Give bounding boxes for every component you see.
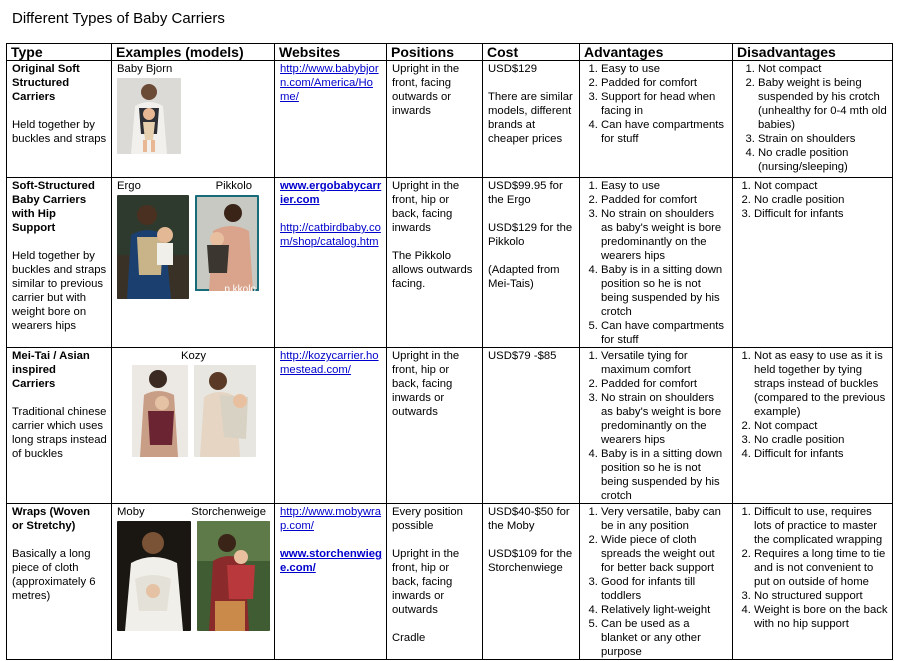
list-item: 3. Strain on shoulders — [758, 132, 888, 146]
col-header-examples: Examples (models) — [112, 44, 275, 61]
carrier-photo — [117, 521, 191, 631]
cost-cell — [483, 178, 580, 348]
example-label: Kozy — [180, 350, 207, 362]
example-label: Pikkolo — [215, 180, 252, 192]
list-item: 3. No cradle position — [754, 433, 888, 447]
websites-cell — [275, 348, 387, 504]
list-item: 4. No cradle position (nursing/sleeping) — [758, 146, 888, 174]
type-description: Held together by buckles and straps similar to previous carrier but with weight bore on wearers hips — [12, 250, 107, 332]
website-link[interactable]: http://www.mobywrap.com/ — [280, 506, 382, 532]
cost-cell — [483, 61, 580, 178]
example-label: Moby — [117, 506, 145, 518]
list-item: 1. Not compact — [758, 62, 888, 76]
list-item: 4. Can have compartments for stuff — [601, 118, 728, 146]
cost-value: USD$99.95 for the Ergo — [488, 180, 563, 206]
carrier-photo — [197, 521, 271, 631]
list-item: 1. Difficult to use, requires lots of practice to master the complicated wrapping — [754, 505, 888, 547]
list-item: 3. No strain on shoulders as baby's weight is bore predominantly on the wearers hips — [601, 207, 728, 263]
list-item: 3. No structured support — [754, 589, 888, 603]
list-item: 3. Support for head when facing in — [601, 90, 728, 118]
example-label: Baby Bjorn — [117, 63, 173, 75]
positions-note: The Pikkolo allows outwards facing. — [392, 250, 473, 290]
example-label: Storchenweige — [191, 506, 266, 518]
website-link[interactable]: www.storchenwiege.com/ — [280, 548, 382, 574]
cost-note: (Adapted from Mei-Tais) — [488, 264, 560, 290]
websites-cell — [275, 61, 387, 178]
table-row — [7, 348, 893, 504]
list-item: 4. Difficult for infants — [754, 447, 888, 461]
col-header-cost: Cost — [483, 44, 580, 61]
disadvantages-cell — [733, 504, 893, 660]
carrier-photo — [117, 78, 181, 154]
websites-cell — [275, 504, 387, 660]
list-item: 1. Very versatile, baby can be in any position — [601, 505, 728, 533]
list-item: 1. Easy to use — [601, 62, 728, 76]
advantages-cell — [580, 504, 733, 660]
col-header-disadvantages: Disadvantages — [733, 44, 893, 61]
list-item: 4. Baby is in a sitting down position so he is not being suspended by his crotch — [601, 263, 728, 319]
example-label: Ergo — [117, 180, 141, 192]
list-item: 2. Requires a long time to tie and is not convenient to put on outside of home — [754, 547, 888, 589]
list-item: 1. Not compact — [754, 179, 888, 193]
list-item: 2. Not compact — [754, 419, 888, 433]
list-item: 5. Can have compartments for stuff — [601, 319, 728, 347]
header-row — [7, 44, 893, 61]
table-row — [7, 61, 893, 178]
carrier-photo — [195, 195, 259, 299]
type-description: Basically a long piece of cloth (approximately 6 metres) — [12, 548, 96, 602]
disadvantages-list — [738, 62, 888, 174]
type-description: Traditional chinese carrier which uses long straps instead of buckles — [12, 406, 107, 460]
type-name: Soft-Structured Baby Carriers with Hip Support — [12, 180, 95, 234]
cost-cell — [483, 504, 580, 660]
positions-cell: Upright in the front, hip or back, facing inwards or outwards — [387, 348, 483, 504]
type-name: Wraps (Woven or Stretchy) — [12, 506, 91, 532]
carrier-photo — [194, 365, 256, 457]
photo-watermark: p kkolo — [224, 284, 256, 295]
disadvantages-list — [738, 505, 888, 631]
disadvantages-cell — [733, 61, 893, 178]
type-cell — [7, 504, 112, 660]
website-link[interactable]: http://www.babybjorn.com/America/Home/ — [280, 63, 379, 103]
cost-value: USD$40-$50 for the Moby — [488, 506, 570, 532]
list-item: 3. Difficult for infants — [754, 207, 888, 221]
list-item: 2. Padded for comfort — [601, 193, 728, 207]
advantages-cell — [580, 178, 733, 348]
positions-cell: Upright in the front, hip or back, facing inwards The Pikkolo allows outwards facing. — [387, 178, 483, 348]
carrier-photo — [117, 195, 189, 299]
disadvantages-list — [738, 179, 888, 221]
positions-cell: Upright in the front, facing outwards or inwards — [387, 61, 483, 178]
list-item: 3. No strain on shoulders as baby's weight is bore predominantly on the wearers hips — [601, 391, 728, 447]
website-link[interactable]: http://catbirdbaby.com/shop/catalog.htm — [280, 222, 381, 248]
type-name: Original Soft Structured Carriers — [12, 63, 80, 103]
disadvantages-list — [738, 349, 888, 461]
cost-cell: USD$79 -$85 — [483, 348, 580, 504]
list-item: 2. Wide piece of cloth spreads the weight out for better back support — [601, 533, 728, 575]
list-item: 1. Easy to use — [601, 179, 728, 193]
type-cell — [7, 348, 112, 504]
website-link[interactable]: www.ergobabycarrier.com — [280, 180, 382, 206]
table-row — [7, 178, 893, 348]
col-header-advantages: Advantages — [580, 44, 733, 61]
list-item: 2. No cradle position — [754, 193, 888, 207]
list-item: 2. Padded for comfort — [601, 76, 728, 90]
advantages-list — [585, 505, 728, 659]
cost-note: USD$109 for the Storchenwiege — [488, 548, 573, 574]
list-item: 4. Relatively light-weight — [601, 603, 728, 617]
examples-cell — [112, 504, 275, 660]
type-description: Held together by buckles and straps — [12, 119, 107, 145]
websites-cell — [275, 178, 387, 348]
list-item: 5. Can be used as a blanket or any other purpose — [601, 617, 728, 659]
col-header-type: Type — [7, 44, 112, 61]
list-item: 2. Padded for comfort — [601, 377, 728, 391]
advantages-cell — [580, 348, 733, 504]
positions-note: Upright in the front, hip or back, facing inwards or outwards — [392, 548, 460, 616]
list-item: 2. Baby weight is being suspended by his crotch (unhealthy for 0-4 mth old babies) — [758, 76, 888, 132]
list-item: 4. Weight is bore on the back with no hip support — [754, 603, 888, 631]
col-header-websites: Websites — [275, 44, 387, 61]
positions-note: Cradle — [392, 632, 426, 644]
list-item: 1. Versatile tying for maximum comfort — [601, 349, 728, 377]
examples-cell — [112, 61, 275, 178]
list-item: 4. Baby is in a sitting down position so he is not being suspended by his crotch — [601, 447, 728, 503]
examples-cell — [112, 348, 275, 504]
col-header-positions: Positions — [387, 44, 483, 61]
carrier-photo — [132, 365, 188, 457]
positions-cell: Every position possible Upright in the front, hip or back, facing inwards or outwards Cradle — [387, 504, 483, 660]
table-row — [7, 504, 893, 660]
cost-note: USD$129 for the Pikkolo — [488, 222, 573, 248]
advantages-list — [585, 349, 728, 503]
advantages-cell — [580, 61, 733, 178]
list-item: 1. Not as easy to use as it is held together by tying straps instead of buckles (compared to the previous example) — [754, 349, 888, 419]
type-name: Mei-Tai / Asian inspired Carriers — [12, 350, 90, 390]
advantages-list — [585, 62, 728, 146]
examples-cell — [112, 178, 275, 348]
disadvantages-cell — [733, 178, 893, 348]
type-cell — [7, 178, 112, 348]
type-cell — [7, 61, 112, 178]
list-item: 3. Good for infants till toddlers — [601, 575, 728, 603]
cost-note: There are similar models, different brands at cheaper prices — [488, 91, 573, 145]
carrier-table — [6, 43, 893, 660]
disadvantages-cell — [733, 348, 893, 504]
cost-value: USD$129 — [488, 63, 537, 75]
advantages-list — [585, 179, 728, 347]
page-title: Different Types of Baby Carriers — [12, 10, 225, 27]
website-link[interactable]: http://kozycarrier.homestead.com/ — [280, 350, 379, 376]
